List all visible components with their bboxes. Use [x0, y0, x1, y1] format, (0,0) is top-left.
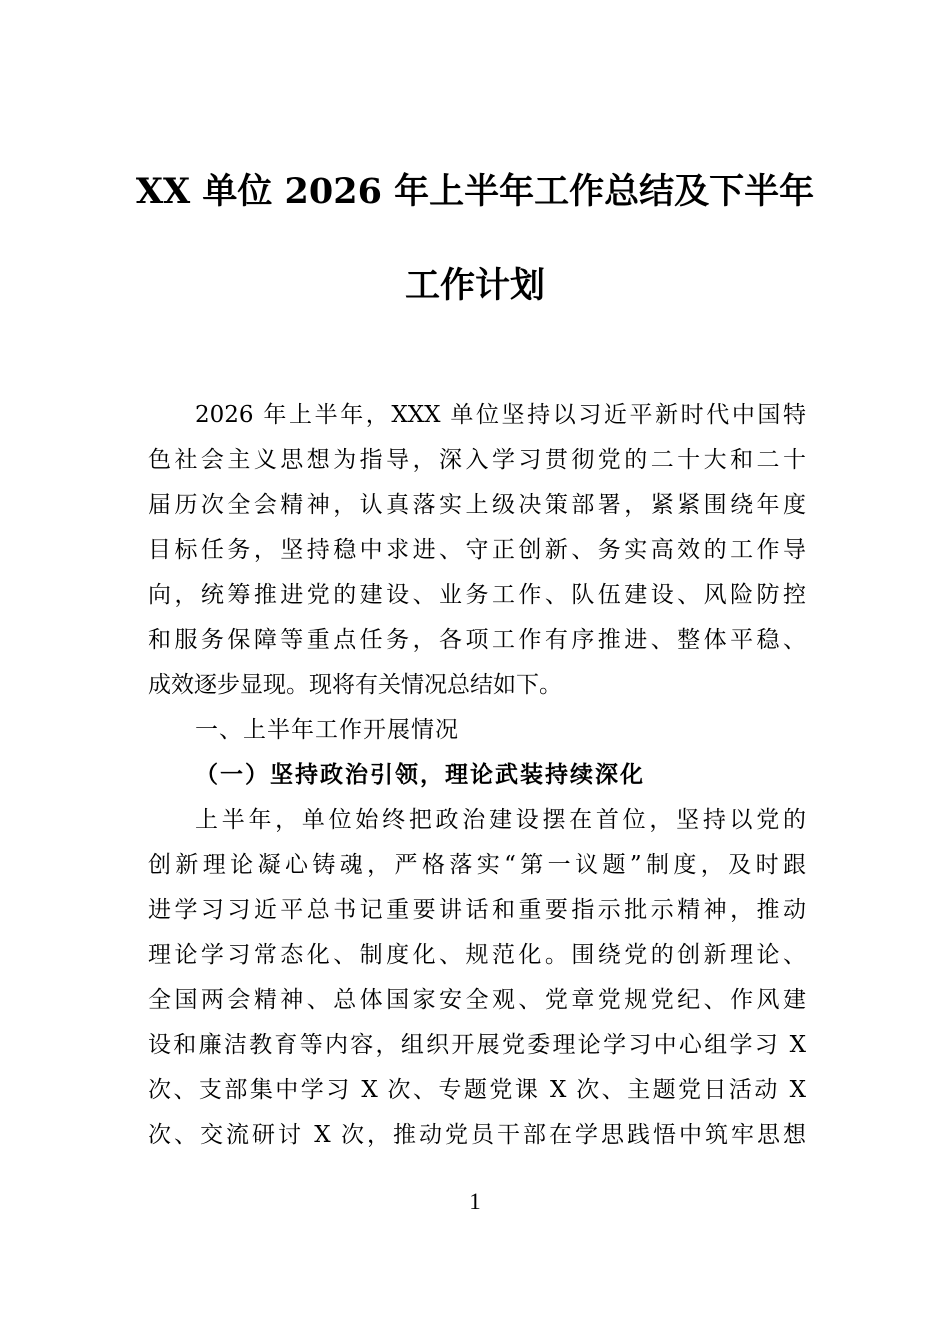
intro-paragraph-line: 成效逐步显现。现将有关情况总结如下。 — [148, 672, 562, 698]
body-paragraph-line: 进学习习近平总书记重要讲话和重要指示批示精神，推动 — [148, 897, 806, 923]
body-paragraph-line: 全国两会精神、总体国家安全观、党章党规党纪、作风建 — [148, 987, 806, 1013]
page-number: 1 — [469, 1189, 481, 1214]
intro-paragraph-line: 目标任务，坚持稳中求进、守正创新、务实高效的工作导 — [148, 537, 806, 563]
intro-paragraph-line: 色社会主义思想为指导，深入学习贯彻党的二十大和二十 — [148, 447, 806, 473]
body-paragraph-line: 上半年，单位始终把政治建设摆在首位，坚持以党的 — [195, 807, 806, 833]
document-title-line-1: XX 单位 2026 年上半年工作总结及下半年 — [135, 171, 815, 212]
document-title-line-2: 工作计划 — [404, 265, 545, 306]
intro-paragraph-line: 2026 年上半年，XXX 单位坚持以习近平新时代中国特 — [195, 402, 806, 428]
intro-paragraph-line: 届历次全会精神，认真落实上级决策部署，紧紧围绕年度 — [148, 492, 806, 518]
body-paragraph-line: 理论学习常态化、制度化、规范化。围绕党的创新理论、 — [148, 942, 806, 968]
intro-paragraph-line: 和服务保障等重点任务，各项工作有序推进、整体平稳、 — [148, 627, 806, 653]
intro-paragraph-line: 向，统筹推进党的建设、业务工作、队伍建设、风险防控 — [148, 582, 806, 608]
body-paragraph-line: 设和廉洁教育等内容，组织开展党委理论学习中心组学习 X — [148, 1032, 806, 1058]
body-paragraph-line: 创新理论凝心铸魂，严格落实“第一议题”制度，及时跟 — [148, 852, 806, 878]
subsection-heading: （一）坚持政治引领，理论武装持续深化 — [195, 761, 645, 788]
body-paragraph-line: 次、交流研讨 X 次，推动党员干部在学思践悟中筑牢思想 — [148, 1122, 806, 1148]
section-heading: 一、上半年工作开展情况 — [195, 717, 459, 743]
body-paragraph-line: 次、支部集中学习 X 次、专题党课 X 次、主题党日活动 X — [148, 1077, 806, 1103]
